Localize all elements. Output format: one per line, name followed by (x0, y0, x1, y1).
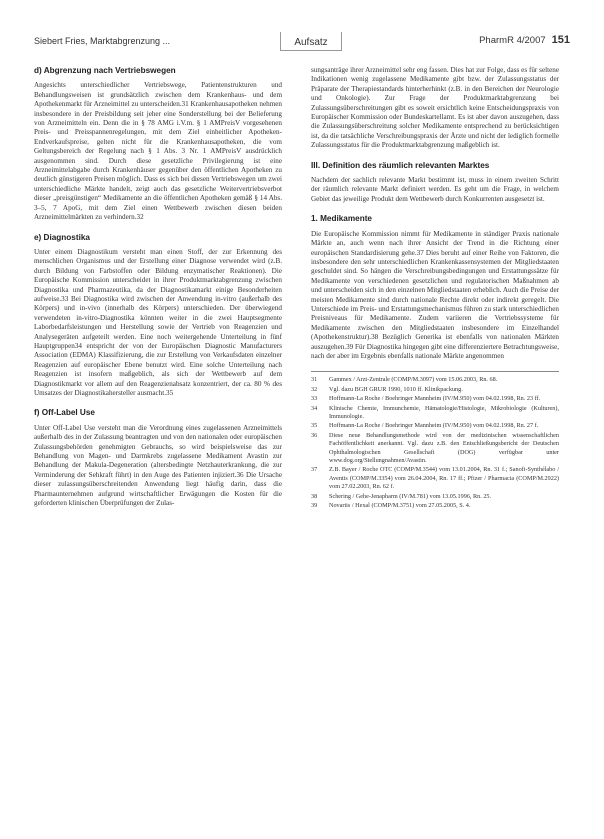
running-title: Siebert Fries, Marktabgrenzung ... (34, 36, 171, 46)
footnote: 34 Klinische Chemie, Immunchemie, Hämatologie/Histologie, Mikrobiologie (Kulturen), Immunologie. (311, 404, 559, 420)
section-heading: e) Diagnostika (34, 232, 90, 242)
page-number: 151 (551, 34, 570, 46)
footnote: 36 Diese neue Behandlungsmethode wird von der medizinischen wissenschaftlichen Fachöffentlichkeit anerkannt. Vgl. dazu z.B. den Entschließungsbericht der Deutschen Ophthalmologischen Gesellschaft (DOG) verfügbar unter www.dog.org/Stellungnahmen/Avastin. (311, 431, 559, 465)
footnote: 31 Gammex / Arzt-Zentrale (COMP/M.3097) vom 15.06.2003, Rn. 68. (311, 376, 498, 384)
page-header (34, 32, 570, 52)
paragraph: Unter Off-Label Use versteht man die Verordnung eines zugelassenen Arzneimittels außerhalb des in der Zulassung beantragten und von den nationalen oder europäischen Zulassungsbehörden genehmigten Gebrauchs, so wird beispielsweise das zur Behandlung von Magen- und Darmkrebs zugelassene Medikament Avastin zur Behandlung der Makula-Degeneration (altersbedingte Netzhauterkrankung, die zur Verminderung der Sehkraft führt) in den Auge des Patienten injiziert.36 Die Ursache dieser zulassungsüberschreitenden Anwendung liegt häufig darin, dass die Pharmaunternehmen aufgrund wirtschaftlicher Erwägungen die Kosten für die geforderten klinischen Überprüfungen der Zulas- (34, 423, 282, 508)
paragraph: Unter einem Diagnostikum versteht man einen Stoff, der zur Erkennung des menschlichen Organismus und der Erstellung einer Diagnose verwendet wird (z.B. durch Bildung von Farbstoffen oder Bildung enzymatischer Reaktionen). Die Europäische Kommission unterscheidet in ihrer Produktmarktabgrenzung zwischen Diagnostika und Pharmazeutika, da der Diagnostikamarkt einige Besonderheiten aufweise.33 Bei Diagnostika wird zwischen der Anwendung in-vitro (außerhalb des Körpers) und in-vivo (innerhalb des Körpers) unterschieden. Der überwiegend verwendeten in-vitro-Diagnostika könnten weiter in die zwei Hauptsegmente Laborbedarfsleistungen und Herstellung sowie der Vertrieb von Reagenzien und Analysegeräten aufgeteilt werden. Eine noch weitergehende Unterteilung in fünf Hauptgruppen34 entspricht der von der Europäischen Diagnostic Manufacturers Association (EDMA) Klassifizierung, die zur Erstellung von Verkaufsdaten einzelner Reagenzien auf europäischer Ebene benutzt wird. Eine solche Unterteilung nach Reagenzien ist insofern maßgeblich, als sich der Wettbewerb auf dem Diagnostikmarkt vor allem auf den Reagenzienabsatz konzentriert, der ca. 80 % des Umsatzes der Diagnostikahersteller ausmacht.35 (34, 247, 282, 397)
footnote: 38 Schering / Gehe-Jenapharm (IV/M.781) vom 13.05.1996, Rn. 25. (311, 492, 492, 500)
section-label: Aufsatz (280, 32, 342, 51)
section-heading: d) Abgrenzung nach Vertriebswegen (34, 66, 176, 75)
section-heading: f) Off-Label Use (34, 408, 95, 418)
section-heading: 1. Medikamente (311, 214, 372, 224)
paragraph: Nachdem der sachlich relevante Markt bestimmt ist, muss in einem zweiten Schritt der räumlich relevante Markt definiert werden. Es geht um die Frage, in welchem Gebiet das jeweilige Produkt dem Wettbewerb durch Konkurrenten ausgesetzt ist. (311, 176, 559, 203)
journal-info (479, 34, 570, 46)
footnote: 32 Vgl. dazu BGH GRUR 1990, 1010 ff. Klinikpackung. (311, 385, 463, 393)
footnote: 39 Novartis / Hexal (COMP/M.3751) vom 27.05.2005, S. 4. (311, 502, 471, 510)
footnote: 35 Hoffmann-La Roche / Boehringer Mannheim (IV/M.950) vom 04.02.1998, Rn. 27 f. (311, 422, 539, 430)
right-column (311, 66, 559, 511)
section-heading: III. Definition des räumlich relevanten Marktes (311, 160, 490, 170)
footnote: 37 Z.B. Bayer / Roche OTC (COMP/M.3544) vom 13.01.2004, Rn. 31 f.; Sanofi-Synthélabo / Aventis (COMP/M.3354) vom 26.04.2004, Rn. 17 ff.; Pfizer / Pharmacia (COMP/M.2922) vom 27.02.2003, Rn. 62 f. (311, 466, 559, 491)
footnotes (311, 371, 559, 510)
footnote: 33 Hoffmann-La Roche / Boehringer Mannheim (IV/M.950) vom 04.02.1998, Rn. 23 ff. (311, 395, 541, 403)
left-column (34, 66, 282, 518)
paragraph: Angesichts unterschiedlicher Vertriebswege, Patientenstrukturen und Behandlungsweisen ist grundsätzlich zwischen dem Krankenhaus- und dem Apothekenmarkt für Arzneimittel zu unterscheiden.31 Krankenhausapotheken nehmen insbesondere in der Preisbildung seit jeher eine Sonderstellung bei der Belieferung von Arzneimitteln ein. Denn die in § 78 AMG i.V.m. § 1 AMPreisV vorgesehenen Preis- und Preisspannenregelungen, mit dem Ziel einheitlicher Apotheken-Endverkaufspreise, gelten nicht für die Krankenhausapotheken, die vom Geltungsbereich der Regelung nach § 1 Abs. 3 Nr. 1 AMPreisV ausdrücklich ausgenommen sind. Durch diese gesetzliche Privilegierung ist eine Arzneimittelabgabe durch Krankenhäuser gegenüber den öffentlichen Apotheken zu deutlich günstigeren Preisen möglich. Dass es sich bei diesen Vertriebswegen um zwei unterschiedliche Märkte handelt, zeigt auch das gesetzliche Weitervertriebsverbot dieser „preisgünstigen“ Medikamente an die öffentlichen Apotheken gemäß § 14 Abs. 3–5, 7 ApoG, mit dem Ziel einen Wettbewerb zwischen diesen beiden Arzneimittelmärkten zu verhindern.32 (34, 81, 282, 222)
paragraph: Die Europäische Kommission nimmt für Medikamente in ständiger Praxis nationale Märkte an, auch wenn nach ihrer Ansicht der Trend in die Richtung einer europäischen Standardisierung gehe.37 Dies beruht auf einer Reihe von Faktoren, die insbesondere den sehr unterschiedlichen Krankenkassensystemen der Mitgliedstaaten geschuldet sind. So hängen die Verschreibungsbedingungen und Erstattungssätze für Medikamente von verschiedenen gesetzlichen und regulatorischen Maßnahmen ab und unterscheiden sich in den einzelnen Mitgliedstaaten erheblich. Auch die Preise der meisten Medikamente sind durch nationale Rechte direkt oder indirekt geregelt. Die Unterschiede im Preis- und Erstattungsmechanismus führen zu stark unterschiedlichen Preisniveaus für Medikamente. Zudem variieren die Vertriebssysteme für Medikamente zwischen den Mitgliedstaaten insbesondere im Einzelhandel (Apothekenstruktur).38 Bezüglich Generika ist ebenfalls von nationalen Märkten auszugehen.39 Für Diagnostika hingegen gibt eine differenziertere Betrachtungsweise, nach der aber im Ergebnis ebenfalls nationale Märkte angenommen (311, 229, 559, 360)
paragraph: sungsanträge ihrer Arzneimittel sehr eng fassen. Dies hat zur Folge, dass es für seltene Indikationen wenig zugelassene Medikamente gibt bzw. der Zulassungsstatus der Präparate der Therapiestandards hinterherhinkt (z.B. in den Bereichen der Neurologie und Onkologie). Zur Frage der Produktmarktabgrenzung bei Zulassungsüberschreitungen gibt es soweit ersichtlich keine Entscheidungspraxis von Europäischer Kommission oder Bundeskartellamt. Es ist aber davon auszugehen, dass die Zulassungsüberschreitung solcher Medikamente entsprechend zu berücksichtigen ist, da die tatsächliche Verschreibungspraxis der Ärzte und nicht der lediglich formelle Zulassungsstatus für die Produktmarktabgrenzung maßgeblich ist. (311, 66, 559, 150)
journal-name: PharmR 4/2007 (479, 35, 546, 46)
